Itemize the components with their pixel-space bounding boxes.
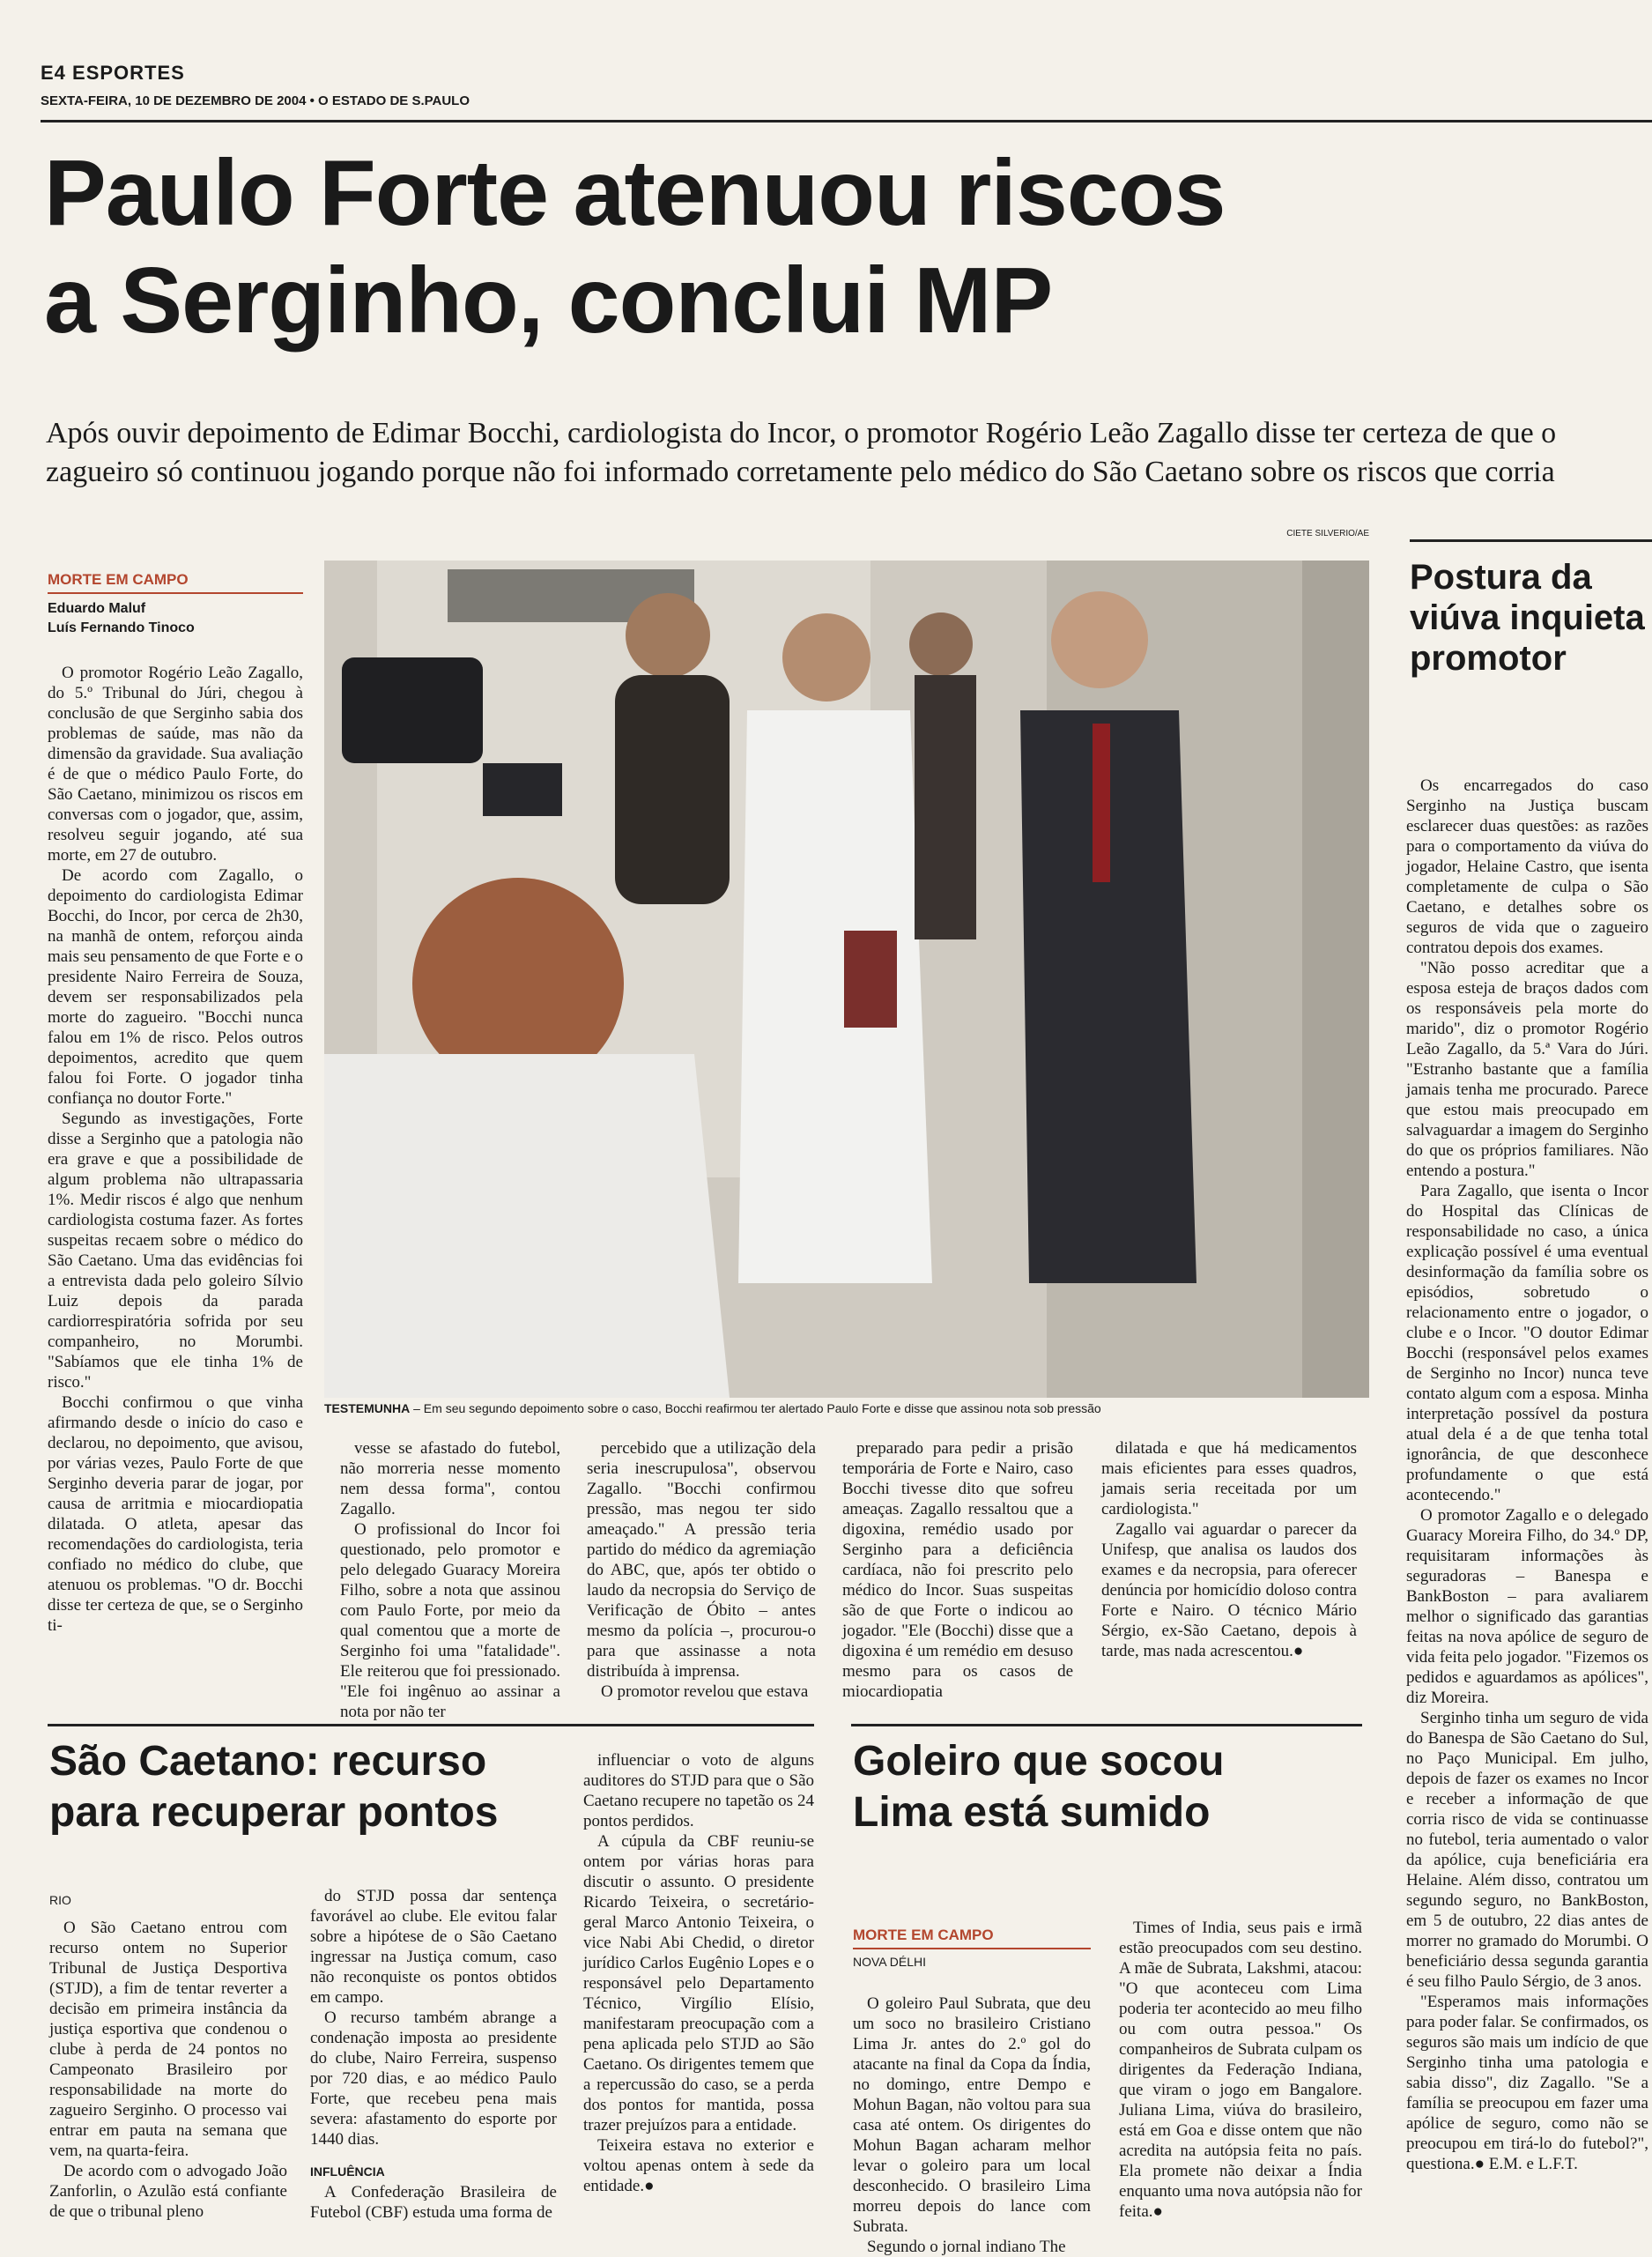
paragraph: De acordo com Zagallo, o depoimento do cardiologista Edimar Bocchi, do Incor, por cerca de 2h30, na manhã de ontem, reforçou ainda mais seu pensamento de que Forte e o presidente Nairo Ferreira de Souza, devem ser responsabilizados pela morte do zagueiro. "Bocchi nunca falou em 1% de risco. Pelos outros depoimentos, acredito que quem falou foi Forte. O jogador tinha confiança no doutor Forte." [48, 866, 303, 1108]
main-headline [44, 139, 1648, 354]
paragraph: dilatada e que há medicamentos mais eficientes para esses quadros, jamais seria receitada por um cardiologista." [1101, 1439, 1357, 1518]
story2-subhead: INFLUÊNCIA [310, 2164, 385, 2179]
photo-illustration [324, 561, 1369, 1398]
story2-column-2 [310, 1886, 557, 2253]
story2-column-1 [49, 1918, 287, 2253]
story2-rule [48, 1724, 814, 1726]
byline-block [48, 571, 303, 638]
paragraph: Bocchi confirmou o que vinha afirmando desde o início do caso e declarou, no depoimento, que avisou, por várias vezes, Paulo Forte de que Serginho deveria parar de jogar, por causa de arritmia e miocardiopatia dilatada. O atleta, apesar das recomendações do cardiologista, teria confiado no médico do clube, que atenuou os problemas. "O dr. Bocchi disse ter certeza de que, se o Serginho ti- [48, 1393, 303, 1635]
paragraph: A Confederação Brasileira de Futebol (CBF) estuda uma forma de [310, 2183, 557, 2222]
deck: Após ouvir depoimento de Edimar Bocchi, cardiologista do Incor, o promotor Rogério Leão Zagallo disse ter certeza de que o zagueiro só continuou jogando porque não foi informado corretamente pelo médico do São Caetano sobre os riscos que corria [46, 417, 1557, 488]
paragraph: O promotor Rogério Leão Zagallo, do 5.º Tribunal do Júri, chegou à conclusão de que Serginho sabia dos problemas de saúde, mas não da dimensão da gravidade. Sua avaliação é de que o médico Paulo Forte, do São Caetano, minimizou os riscos em conversas com o jogador, que, assim, resolveu seguir jogando, até sua morte, em 27 de outubro. [48, 664, 303, 865]
paragraph: Segundo o jornal indiano The [867, 2238, 1066, 2256]
caption-text: – Em seu segundo depoimento sobre o caso, Bocchi reafirmou ter alertado Paulo Forte e disse que assinou nota sob pressão [410, 1401, 1101, 1415]
news-photo [324, 561, 1369, 1398]
paragraph: Para Zagallo, que isenta o Incor do Hospital das Clínicas de responsabilidade no caso, a única explicação possível é uma eventual desinformação da família sobre os episódios, sobretudo o relacionamento entre o jogador, o clube e o Incor. "O doutor Edimar Bocchi (responsável pelos exames de Serginho no Incor) nunca teve contato algum com a esposa. Minha interpretação possível da postura atual dela é a de que tenha total ignorância, de que desconhece profundamente o que está acontecendo." [1406, 1182, 1648, 1504]
paragraph: Times of India, seus pais e irmã estão preocupados com seu destino. A mãe de Subrata, Lakshmi, atacou: "O que aconteceu com Lima poderia ter acontecido ao meu filho ou com outra pessoa." Os companheiros de Subrata culpam os dirigentes da Federação Indiana, que viram o jogo em Bangalore. Juliana Lima, viúva do brasileiro, está em Goa e disse ontem que não acredita na autópsia feita no país. Ela promete não deixar a Índia enquanto uma nova autópsia não for feita.● [1119, 1919, 1362, 2221]
caption-label: TESTEMUNHA [324, 1401, 411, 1415]
story3-rule [851, 1724, 1362, 1726]
paragraph: Teixeira estava no exterior e voltou apenas ontem à sede da entidade.● [583, 2136, 814, 2195]
story3-headline: Goleiro que socou Lima está sumido [853, 1738, 1225, 1836]
paragraph: do STJD possa dar sentença favorável ao clube. Ele evitou falar sobre a hipótese de o São Caetano ingressar na Justiça comum, caso não reconquiste os pontos obtidos em campo. [310, 1887, 557, 2007]
sidebar-rule [1410, 539, 1652, 542]
paragraph: vesse se afastado do futebol, não morreria nesse momento nem dessa forma", contou Zagallo. [340, 1439, 560, 1518]
sidebar-body [1406, 776, 1648, 2247]
story3-column-1 [853, 1993, 1091, 2256]
story3-dateline: NOVA DÉLHI [853, 1955, 926, 1969]
author-2: Luís Fernando Tinoco [48, 620, 195, 635]
sidebar-headline: Postura da viúva inquieta promotor [1410, 558, 1645, 678]
story2-headline: São Caetano: recurso para recuperar pontos [49, 1738, 499, 1836]
story2-dateline: RIO [49, 1893, 71, 1907]
paragraph: O profissional do Incor foi questionado, pelo promotor e pelo delegado Guaracy Moreira Filho, sobre a nota que assinou com Paulo Forte, por meio da qual comentou que a morte de Serginho foi uma "fatalidade". Ele reiterou que foi pressionado. "Ele foi ingênuo ao assinar a nota por não ter [340, 1520, 560, 1721]
paragraph: Os encarregados do caso Serginho na Justiça buscam esclarecer duas questões: as razões para o comportamento da viúva do jogador, Helaine Castro, que isenta completamente de culpa o São Caetano, e detalhes sobre os seguros de vida que o zagueiro contratou depois dos exames. [1406, 776, 1648, 957]
paragraph: "Não posso acreditar que a esposa esteja de braços dados com os responsáveis pela morte do marido", diz o promotor Rogério Leão Zagallo, da 5.ª Vara do Júri. "Estranho bastante que a família jamais tenha me procurado. Parece que estou mais preocupado em salvaguardar a imagem do Serginho do que os próprios familiares. Não entendo a postura." [1406, 959, 1648, 1180]
paragraph: De acordo com o advogado João Zanforlin, o Azulão está confiante de que o tribunal pleno [49, 2162, 287, 2221]
paragraph: "Esperamos mais informações para poder falar. Se confirmados, os seguros são mais um indício de que Serginho tinha uma patologia e sabia disso", diz Zagallo. "Se a família se preocupou em fazer uma apólice de seguro, como não se preocupou em tirá-lo do futebol?", questiona.● E.M. e L.F.T. [1406, 1993, 1648, 2173]
paragraph: O goleiro Paul Subrata, que deu um soco no brasileiro Cristiano Lima Jr. antes do 2.º gol do atacante na final da Copa da Índia, no domingo, entre Dempo e Mohun Bagan, não voltou para sua casa até ontem. Os dirigentes do Mohun Bagan acharam melhor levar o goleiro para um local desconhecido. O brasileiro Lima morreu depois do lance com Subrata. [853, 1994, 1091, 2236]
kicker: MORTE EM CAMPO [48, 571, 303, 594]
main-column-1 [48, 663, 303, 1650]
photo-caption [324, 1401, 1369, 1415]
paragraph: O São Caetano entrou com recurso ontem no Superior Tribunal de Justiça Desportiva (STJD), a fim de tentar reverter a decisão em primeira instância da justiça esportiva que condenou o clube à perda de 24 pontos no Campeonato Brasileiro por responsabilidade na morte do zagueiro Serginho. O processo vai entrar em pauta na semana que vem, na quarta-feira. [49, 1919, 287, 2160]
story3-column-2 [1119, 1918, 1362, 2253]
paragraph: A cúpula da CBF reuniu-se ontem por várias horas para discutir o assunto. O presidente Ricardo Teixeira, o secretário-geral Marco Antonio Teixeira, o vice Nabi Abi Chedid, o diretor jurídico Carlos Eugênio Lopes e o responsável pelo Departamento Técnico, Virgílio Elísio, manifestaram preocupação com a pena aplicada pelo STJD ao São Caetano. Os dirigentes temem que a repercussão do caso, se a perda dos pontos for mantida, possa trazer prejuízos para a entidade. [583, 1832, 814, 2134]
paragraph: Segundo as investigações, Forte disse a Serginho que a patologia não era grave e que a possibilidade de algum problema não ultrapassaria 1%. Medir riscos é algo que nenhum cardiologista costuma fazer. As fortes suspeitas recaem sobre o médico do São Caetano. Uma das evidências foi a entrevista dada pelo goleiro Sílvio Luiz depois da parada cardiorrespiratória sofrida por seu companheiro, no Morumbi. "Sabíamos que ele tinha 1% de risco." [48, 1110, 303, 1392]
main-column-4 [842, 1438, 1073, 1701]
paragraph: Serginho tinha um seguro de vida do Banespa de São Caetano do Sul, no Paço Municipal. Em julho, depois de fazer os exames no Incor e receber a informação de que corria risco de vida se continuasse no futebol, teria aumentado o valor da apólice, cuja beneficiária era Helaine. Além disso, contratou um segundo seguro, no BankBoston, em 5 de outubro, 22 dias antes de morrer no gramado do Morumbi. O beneficiário dessa segunda garantia é seu filho Paulo Sérgio, de 3 anos. [1406, 1709, 1648, 1991]
story3-kicker: MORTE EM CAMPO [853, 1927, 1091, 1949]
headline-line-2: a Serginho, conclui MP [44, 249, 1053, 353]
top-rule [41, 120, 1652, 123]
main-column-3 [587, 1438, 816, 1701]
paragraph: influenciar o voto de alguns auditores do STJD para que o São Caetano recupere no tapetão os 24 pontos perdidos. [583, 1751, 814, 1830]
story2-column-3 [583, 1750, 814, 2253]
dateline: SEXTA-FEIRA, 10 DE DEZEMBRO DE 2004 • O ESTADO DE S.PAULO [41, 93, 470, 108]
paragraph: Zagallo vai aguardar o parecer da Unifesp, que analisa os laudos dos exames e da necropsia, para oferecer denúncia por homicídio doloso contra Forte e Nairo. O técnico Mário Sérgio, ex-São Caetano, depois à tarde, mas nada acrescentou.● [1101, 1520, 1357, 1660]
main-column-5 [1101, 1438, 1357, 1660]
section-label: E4 ESPORTES [41, 62, 185, 84]
headline-line-1: Paulo Forte atenuou riscos [44, 141, 1226, 245]
main-column-2 [340, 1438, 560, 1721]
paragraph: O promotor Zagallo e o delegado Guaracy Moreira Filho, do 34.º DP, requisitaram informações às seguradoras – Banespa e BankBoston – para avaliarem melhor o significado das garantias feitas na nova apólice de seguro de vida feita pelo jogador. "Fizemos os pedidos e aguardamos as apólices", diz Moreira. [1406, 1506, 1648, 1707]
paragraph: percebido que a utilização dela seria inescrupulosa", observou Zagallo. "Bocchi confirmou pressão, mas negou ter sido ameaçado." A pressão teria partido do médico da agremiação do ABC, que, após ter obtido o laudo da necropsia do Serviço de Verificação de Óbito – antes mesmo da polícia –, procurou-o para que assinasse a nota distribuída à imprensa. [587, 1439, 816, 1681]
story3-kicker-block [853, 1927, 1091, 1969]
paragraph: O recurso também abrange a condenação imposta ao presidente do clube, Nairo Ferreira, suspenso por 720 dias, e ao médico Paulo Forte, que recebeu pena mais severa: afastamento do esporte por 1440 dias. [310, 2008, 557, 2149]
paragraph: preparado para pedir a prisão temporária de Forte e Nairo, caso Bocchi tivesse dito que sofreu ameaças. Zagallo ressaltou que a digoxina, remédio usado por Serginho para a deficiência cardíaca, não foi prescrito pelo médico do Incor. Suas suspeitas são de que Forte o indicou ao jogador. "Ele (Bocchi) disse que a digoxina é um remédio em desuso mesmo para os casos de miocardiopatia [842, 1439, 1073, 1701]
photo-credit: CIETE SILVERIO/AE [1286, 529, 1369, 538]
author-1: Eduardo Maluf [48, 601, 146, 616]
paragraph: O promotor revelou que estava [601, 1682, 809, 1701]
